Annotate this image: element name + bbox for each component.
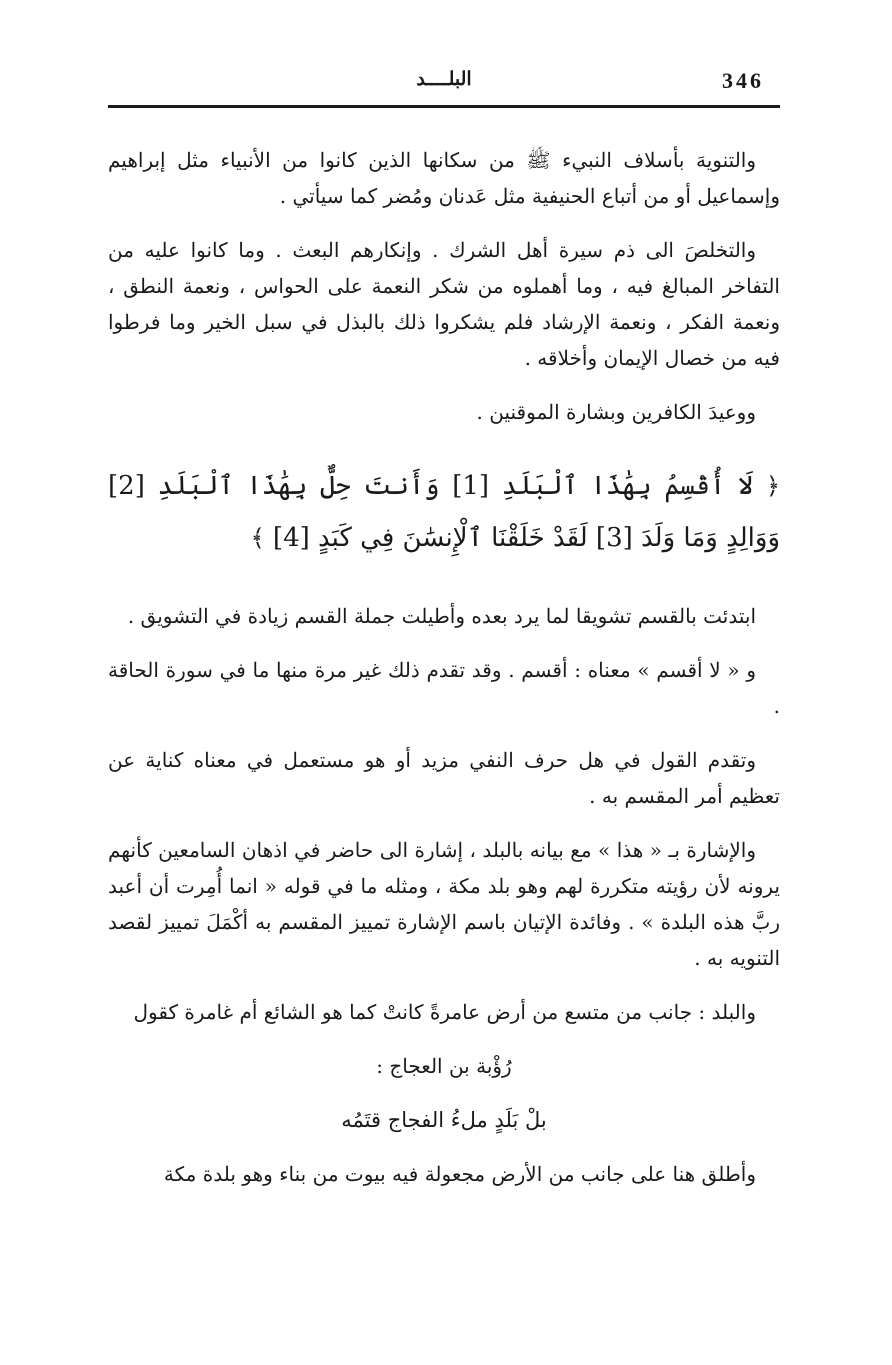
page-number: 346 bbox=[722, 68, 764, 93]
commentary-paragraph: و « لا أقسم » معناه : أقسم . وقد تقدم ذلك غير مرة منها ما في سورة الحاقة . bbox=[108, 658, 780, 718]
paragraph-tanwih: والتنويهَ بأسلاف النبيء ﷺ من سكانها الذين كانوا من الأنبياء مثل إبراهيم وإسماعيل أو من أتباع الحنيفية مثل عَدنان ومُضر كما سيأتي . bbox=[108, 148, 780, 208]
page-body bbox=[108, 142, 780, 1210]
poem-attribution: رُؤْبة بن العجاج : bbox=[376, 1054, 512, 1078]
poem-line: بلْ بَلَدٍ ملءُ الفجاج قتَمُه bbox=[341, 1108, 547, 1132]
quran-verse bbox=[108, 460, 780, 564]
running-title: البلــــد bbox=[416, 68, 472, 90]
commentary-paragraph: وتقدم القول في هل حرف النفي مزيد أو هو مستعمل في معناه كناية عن تعظيم أمر المقسم به . bbox=[108, 748, 780, 808]
verse-close-bracket: ﴾ bbox=[250, 524, 265, 552]
verse-open-bracket: ﴿ bbox=[765, 472, 781, 500]
closing-paragraph: وأطلق هنا على جانب من الأرض مجعولة فيه بيوت من بناء وهو بلدة مكة bbox=[163, 1162, 756, 1186]
commentary-paragraph: والإشارة بـ « هذا » مع بيانه بالبلد ، إشارة الى حاضر في اذهان السامعين كأنهم يرونه لأن رؤيته متكررة لهم وهو بلد مكة ، ومثله ما في قوله « انما أُمِرت أن أعبد ربَّ هذه البلدة » . وفائدة الإتيان باسم الإشارة تمييز المقسم به أكْمَلَ تمييز لقصد التنويه به . bbox=[108, 838, 780, 970]
paragraph-waid: ووعيدَ الكافرين وبشارة الموقنين . bbox=[476, 400, 756, 424]
commentary-paragraph: ابتدئت بالقسم تشويقا لما يرد بعده وأطيلت جملة القسم زيادة في التشويق . bbox=[127, 604, 756, 628]
paragraph-takhallus: والتخلصَ الى ذم سيرة أهل الشرك . وإنكارهم البعث . وما كانوا عليه من التفاخر المبالغ فيه ، وما أهملوه من شكر النعمة على الحواس ، ونعمة النطق ، ونعمة الفكر ، ونعمة الإرشاد فلم يشكروا ذلك بالبذل في سبل الخير وما فرطوا فيه من خصال الإيمان وأخلاقه . bbox=[108, 238, 780, 370]
verse-text: لَا أُقْسِمُ بِهَٰذَا ٱلْبَلَدِ [1] وَأَنتَ حِلٌّ بِهَٰذَا ٱلْبَلَدِ [2] وَوَالِدٍ وَمَا وَلَدَ [3] لَقَدْ خَلَقْنَا ٱلْإِنسَٰنَ فِي كَبَدٍ [4] bbox=[108, 471, 780, 553]
commentary-paragraph: والبلد : جانب من متسع من أرض عامرةً كانتْ كما هو الشائع أم غامرة كقول bbox=[133, 1000, 756, 1024]
page-header bbox=[108, 62, 780, 102]
header-rule bbox=[108, 105, 780, 108]
